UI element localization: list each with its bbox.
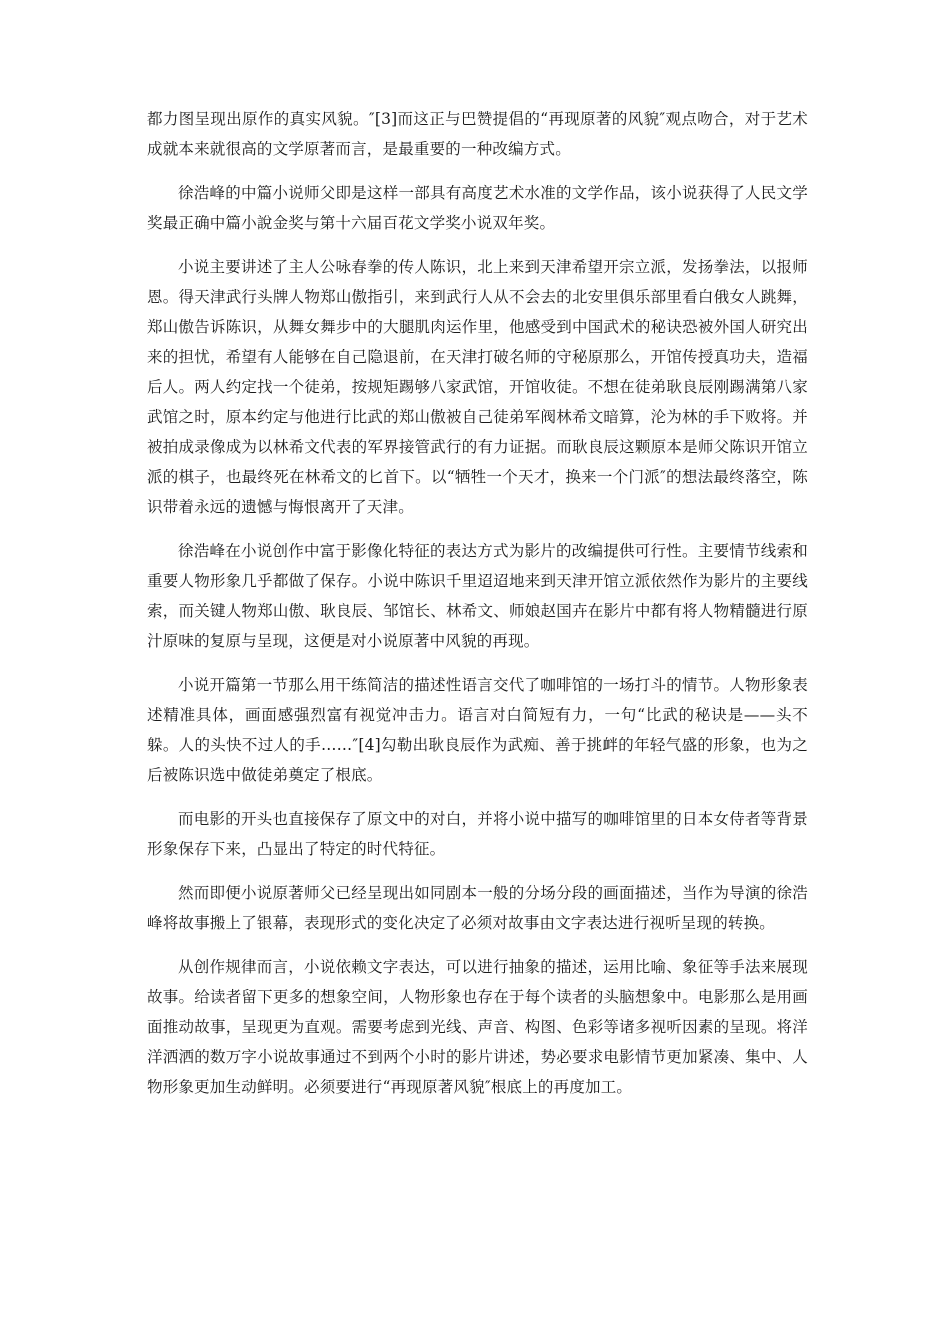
paragraph-6: 而电影的开头也直接保存了原文中的对白，并将小说中描写的咖啡馆里的日本女侍者等背景形象保存下来，凸显出了特定的时代特征。: [147, 810, 808, 858]
paragraph-4: 徐浩峰在小说创作中富于影像化特征的表达方式为影片的改编提供可行性。主要情节线索和重要人物形象几乎都做了保存。小说中陈识千里迢迢地来到天津开馆立派依然作为影片的主要线索，而关键人物郑山傲、耿良辰、邹馆长、林希文、师娘赵国卉在影片中都有将人物精髓进行原汁原味的复原与呈现，这便是对小说原著中风貌的再现。: [147, 542, 808, 650]
paragraph-1: 都力图呈现出原作的真实风貌。″[3]而这正与巴赞提倡的“再现原著的风貌″观点吻合，对于艺术成就本来就很高的文学原著而言，是最重要的一种改编方式。: [147, 110, 808, 158]
paragraph-8: 从创作规律而言，小说依赖文字表达，可以进行抽象的描述，运用比喻、象征等手法来展现故事。给读者留下更多的想象空间，人物形象也存在于每个读者的头脑想象中。电影那么是用画面推动故事，呈现更为直观。需要考虑到光线、声音、构图、色彩等诸多视听因素的呈现。将洋洋洒洒的数万字小说故事通过不到两个小时的影片讲述，势必要求电影情节更加紧凑、集中、人物形象更加生动鲜明。必须要进行“再现原著风貌″根底上的再度加工。: [147, 958, 808, 1096]
paragraph-7: 然而即便小说原著师父已经呈现出如同剧本一般的分场分段的画面描述，当作为导演的徐浩峰将故事搬上了银幕，表现形式的变化决定了必须对故事由文字表达进行视听呈现的转换。: [147, 884, 808, 932]
paragraph-2: 徐浩峰的中篇小说师父即是这样一部具有高度艺术水准的文学作品，该小说获得了人民文学奖最正确中篇小說金奖与第十六届百花文学奖小说双年奖。: [147, 184, 808, 232]
paragraph-5: 小说开篇第一节那么用干练简洁的描述性语言交代了咖啡馆的一场打斗的情节。人物形象表述精准具体，画面感强烈富有视觉冲击力。语言对白简短有力，一句“比武的秘诀是——头不躲。人的头快不过人的手……″[4]勾勒出耿良辰作为武痴、善于挑衅的年轻气盛的形象，也为之后被陈识选中做徒弟奠定了根底。: [147, 676, 808, 784]
document-body: [147, 104, 808, 1116]
paragraph-3: 小说主要讲述了主人公咏春拳的传人陈识，北上来到天津希望开宗立派，发扬拳法，以报师恩。得天津武行头牌人物郑山傲指引，来到武行人从不会去的北安里俱乐部里看白俄女人跳舞，郑山傲告诉陈识，从舞女舞步中的大腿肌肉运作里，他感受到中国武术的秘诀恐被外国人研究出来的担忧，希望有人能够在自己隐退前，在天津打破名师的守秘原那么，开馆传授真功夫，造福后人。两人约定找一个徒弟，按规矩踢够八家武馆，开馆收徒。不想在徒弟耿良辰刚踢满第八家武馆之时，原本约定与他进行比武的郑山傲被自己徒弟军阀林希文暗算，沦为林的手下败将。并被拍成录像成为以林希文代表的军界接管武行的有力证据。而耿良辰这颗原本是师父陈识开馆立派的棋子，也最终死在林希文的匕首下。以“牺牲一个天才，换来一个门派″的想法最终落空，陈识带着永远的遗憾与悔恨离开了天津。: [147, 258, 808, 516]
